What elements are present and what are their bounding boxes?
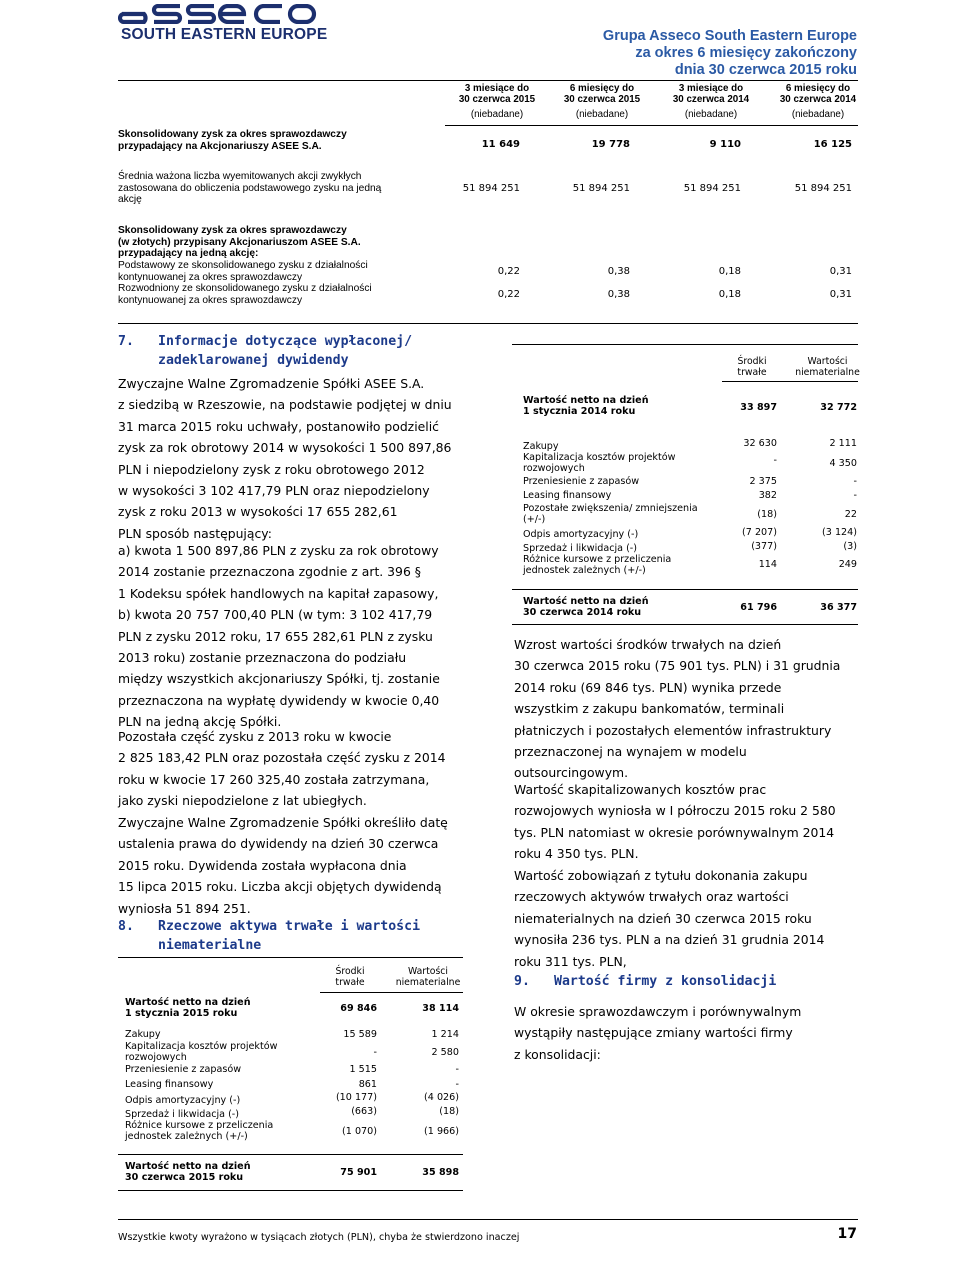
goodwill-paragraph: W okresie sprawozdawczym i porównywalnym wystąpiły następujące zmiany wartości firmy z konsolidacji: <box>514 1004 802 1062</box>
basic-eps-value: 0,31 <box>829 266 852 277</box>
diluted-eps-value: 0,18 <box>718 289 741 300</box>
shares-value: 51 894 251 <box>683 183 741 194</box>
shares-value: 51 894 251 <box>462 183 520 194</box>
table-cell: 15 589 <box>343 1029 377 1040</box>
table-cell: 861 <box>358 1079 377 1090</box>
basic-eps-value: 0,22 <box>497 266 520 277</box>
dividend-paragraph-2: a) kwota 1 500 897,86 PLN z zysku za rok obrotowy 2014 zostanie przeznaczona zgodnie z art. 396 § 1 Kodeksu spółek handlowych na kapitał zapasowy, b) kwota 20 757 700,40 PLN (w tym: 3 102 417,79 PLN z zysku 2012 roku, 17 655 282,61 PLN z zysku 2013 roku) zostanie przeznaczona do podziału między wszystkich akcjonariuszy Spółki, tj. zostanie przeznaczona na wypłatę dywidendy w kwocie 0,40 PLN na jedną akcję Spółki. <box>118 543 440 730</box>
table-bottom-rule <box>512 624 858 625</box>
table-row-label: Leasing finansowy <box>523 490 612 501</box>
table-row-label: Odpis amortyzacyjny (-) <box>125 1095 241 1106</box>
header-title-line: za okres 6 miesięcy zakończony <box>635 45 857 61</box>
table-cell: (18) <box>757 509 777 520</box>
profit-value: 16 125 <box>813 139 852 150</box>
table-top-rule <box>118 957 463 958</box>
table-row-label: Różnice kursowe z przeliczenia jednostek zależnych (+/-) <box>523 554 672 576</box>
table-bottom-rule <box>118 1190 463 1191</box>
diluted-eps-value: 0,31 <box>829 289 852 300</box>
basic-eps-value: 0,18 <box>718 266 741 277</box>
section-title-line: Rzeczowe aktywa trwałe i wartości <box>158 919 421 934</box>
basic-eps-label: Podstawowy ze skonsolidowanego zysku z działalności kontynuowanej za okres sprawozdawczy <box>118 260 368 283</box>
table-cell: (18) <box>439 1106 459 1117</box>
header-rule <box>320 992 463 993</box>
closing-rule <box>118 1154 463 1155</box>
diluted-eps-label: Rozwodniony ze skonsolidowanego zysku z działalności kontynuowanej za okres sprawozdawczy <box>118 283 372 306</box>
opening-intangibles: 32 772 <box>820 402 857 413</box>
table-cell: 32 630 <box>743 438 777 449</box>
table-cell: (663) <box>351 1106 377 1117</box>
dividend-paragraph-1: Zwyczajne Walne Zgromadzenie Spółki ASEE S.A. z siedzibą w Rzeszowie, na podstawie podjętej w dniu 31 marca 2015 roku uchwały, postanowiło podzielić zysk za rok obrotowy 2014 w wysokości 1 500 897,86 PLN i niepodzielony zysk z roku obrotowego 2012 w wysokości 3 102 417,79 PLN oraz niepodzielony zysk z roku 2013 w wysokości 17 655 282,61 PLN sposób następujący: <box>118 376 452 541</box>
table-row-label: Zakupy <box>125 1029 161 1040</box>
table-cell: 2 580 <box>431 1047 459 1058</box>
table-row-label: Przeniesienie z zapasów <box>523 476 640 487</box>
section-number: 7. <box>118 334 134 349</box>
opening-fixed-assets: 69 846 <box>340 1003 377 1014</box>
assets-paragraph-1: Wzrost wartości środków trwałych na dzień 30 czerwca 2015 roku (75 901 tys. PLN) i 31 grudnia 2014 roku (69 846 tys. PLN) wynika przede wszystkim z zakupu bankomatów, terminali płatniczych i pozostałych elementów infrastruktury przeznaczonej na wynajem w modelu outsourcingowym. <box>514 637 841 781</box>
column-header-fixed-assets: Środki trwałe <box>335 966 365 988</box>
profit-value: 11 649 <box>481 139 520 150</box>
shares-row-label: Średnia ważona liczba wyemitowanych akcji zwykłych zastosowana do obliczenia podstawowego zysku na jedną akcję <box>118 171 382 205</box>
table-cell: (4 026) <box>424 1092 459 1103</box>
table-row-label: Kapitalizacja kosztów projektów rozwojowych <box>523 452 676 474</box>
section-number: 8. <box>118 919 134 934</box>
table-cell: 4 350 <box>829 458 857 469</box>
table-cell: (1 070) <box>342 1126 377 1137</box>
table-cell: (7 207) <box>742 527 777 538</box>
audit-status: (niebadane) <box>470 109 524 120</box>
table-row-label: Pozostałe zwiększenia/ zmniejszenia (+/-) <box>523 503 698 525</box>
table-cell: 2 375 <box>749 476 777 487</box>
table-row-label: Sprzedaż i likwidacja (-) <box>125 1109 240 1120</box>
table-cell: (1 966) <box>424 1126 459 1137</box>
column-header-fixed-assets: Środki trwałe <box>737 356 767 378</box>
closing-fixed-assets: 61 796 <box>740 602 777 613</box>
column-header: 6 miesięcy do 30 czerwca 2014 (niebadane) <box>762 83 874 120</box>
table-cell: - <box>373 1047 377 1058</box>
dividend-paragraph-3: Pozostała część zysku z 2013 roku w kwocie 2 825 183,42 PLN oraz pozostała część zysku z 2014 roku w kwocie 17 260 325,40 została zatrzymana, jako zyski niepodzielone z lat ubiegłych. <box>118 729 446 809</box>
section-title-line: zadeklarowanej dywidendy <box>158 353 349 368</box>
table-cell: 1 214 <box>431 1029 459 1040</box>
column-header: 3 miesiące do 30 czerwca 2014 (niebadane) <box>655 83 767 120</box>
audit-status: (niebadane) <box>791 109 845 120</box>
shares-value: 51 894 251 <box>572 183 630 194</box>
column-header: 3 miesiące do 30 czerwca 2015 (niebadane) <box>441 83 553 120</box>
table-cell: 2 111 <box>829 438 857 449</box>
section-number: 9. <box>514 974 530 989</box>
closing-intangibles: 36 377 <box>820 602 857 613</box>
table-row-label: Odpis amortyzacyjny (-) <box>523 529 639 540</box>
section-title-line: niematerialne <box>158 938 262 953</box>
column-header-intangibles: Wartości niematerialne <box>795 356 860 378</box>
column-header: 6 miesięcy do 30 czerwca 2015 (niebadane) <box>546 83 658 120</box>
table-row-label: Różnice kursowe z przeliczenia jednostek zależnych (+/-) <box>125 1120 274 1142</box>
profit-value: 9 110 <box>709 139 741 150</box>
section-title-line: Informacje dotyczące wypłaconej/ <box>158 334 413 349</box>
diluted-eps-value: 0,22 <box>497 289 520 300</box>
column-header-intangibles: Wartości niematerialne <box>395 966 461 988</box>
table-row-label: Przeniesienie z zapasów <box>125 1064 242 1075</box>
footer-note: Wszystkie kwoty wyrażono w tysiącach złotych (PLN), chyba że stwierdzono inaczej <box>118 1232 520 1243</box>
table-row-label: Zakupy <box>523 441 559 452</box>
section-8-heading <box>118 917 488 955</box>
table-cell: (377) <box>751 541 777 552</box>
section-title: Wartość firmy z konsolidacji <box>554 974 777 989</box>
section-9-heading <box>514 972 874 991</box>
assets-paragraph-2: Wartość skapitalizowanych kosztów prac rozwojowych wyniosła w I półroczu 2015 roku 2 580 tys. PLN natomiast w okresie porównywalnym 2014 roku 4 350 tys. PLN. <box>514 782 836 862</box>
column-header-rule <box>445 125 858 126</box>
table-cell: 1 515 <box>349 1064 377 1075</box>
table-row-label: Sprzedaż i likwidacja (-) <box>523 543 638 554</box>
closing-balance-label: Wartość netto na dzień 30 czerwca 2014 roku <box>523 596 649 618</box>
eps-section-label: Skonsolidowany zysk za okres sprawozdawczy (w złotych) przypisany Akcjonariuszom ASEE S.A. przypadający na jedną akcję: <box>118 225 361 259</box>
logo-subtitle: SOUTH EASTERN EUROPE <box>121 26 328 43</box>
header-title-line: dnia 30 czerwca 2015 roku <box>674 62 857 78</box>
asseco-logo <box>118 4 328 43</box>
page-number: 17 <box>837 1226 857 1242</box>
table-cell: (3) <box>843 541 857 552</box>
opening-balance-label: Wartość netto na dzień 1 stycznia 2014 roku <box>523 395 649 417</box>
closing-fixed-assets: 75 901 <box>340 1167 377 1178</box>
header-rule <box>722 381 858 382</box>
audit-status: (niebadane) <box>575 109 629 120</box>
table-cell: 114 <box>758 559 777 570</box>
asseco-wordmark <box>118 4 324 24</box>
section-7-heading <box>118 332 488 370</box>
header-divider <box>118 80 858 81</box>
table-cell: - <box>853 476 857 487</box>
diluted-eps-value: 0,38 <box>607 289 630 300</box>
profit-value: 19 778 <box>591 139 630 150</box>
closing-rule <box>512 589 858 590</box>
table-cell: - <box>455 1064 459 1075</box>
shares-value: 51 894 251 <box>794 183 852 194</box>
table-cell: - <box>853 490 857 501</box>
opening-fixed-assets: 33 897 <box>740 402 777 413</box>
opening-balance-label: Wartość netto na dzień 1 stycznia 2015 roku <box>125 997 251 1019</box>
report-header-title <box>537 28 857 79</box>
opening-intangibles: 38 114 <box>422 1003 459 1014</box>
dividend-paragraph-4: Zwyczajne Walne Zgromadzenie Spółki określiło datę ustalenia prawa do dywidendy na dzień 30 czerwca 2015 roku. Dywidenda została wypłacona dnia 15 lipca 2015 roku. Liczba akcji objętych dywidendą wyniosła 51 894 251. <box>118 815 448 916</box>
audit-status: (niebadane) <box>684 109 738 120</box>
basic-eps-value: 0,38 <box>607 266 630 277</box>
closing-intangibles: 35 898 <box>422 1167 459 1178</box>
table-row-label: Kapitalizacja kosztów projektów rozwojowych <box>125 1041 278 1063</box>
header-title-line: Grupa Asseco South Eastern Europe <box>602 28 857 44</box>
profit-row-label: Skonsolidowany zysk za okres sprawozdawczy przypadający na Akcjonariuszy ASEE S.A. <box>118 129 347 152</box>
table-top-rule <box>512 344 858 345</box>
footer-divider <box>118 1219 858 1220</box>
table-cell: 382 <box>758 490 777 501</box>
table-cell: - <box>773 455 777 466</box>
closing-balance-label: Wartość netto na dzień 30 czerwca 2015 roku <box>125 1161 251 1183</box>
table-cell: 22 <box>844 509 857 520</box>
table-cell: 249 <box>838 559 857 570</box>
table-cell: (10 177) <box>335 1092 377 1103</box>
table-cell: (3 124) <box>822 527 857 538</box>
assets-paragraph-3: Wartość zobowiązań z tytułu dokonania zakupu rzeczowych aktywów trwałych oraz wartości niematerialnych na dzień 30 czerwca 2015 roku wynosiła 236 tys. PLN a na dzień 31 grudnia 2014 roku 311 tys. PLN, <box>514 868 825 969</box>
table-cell: - <box>455 1079 459 1090</box>
table-row-label: Leasing finansowy <box>125 1079 214 1090</box>
table-divider <box>118 323 858 324</box>
